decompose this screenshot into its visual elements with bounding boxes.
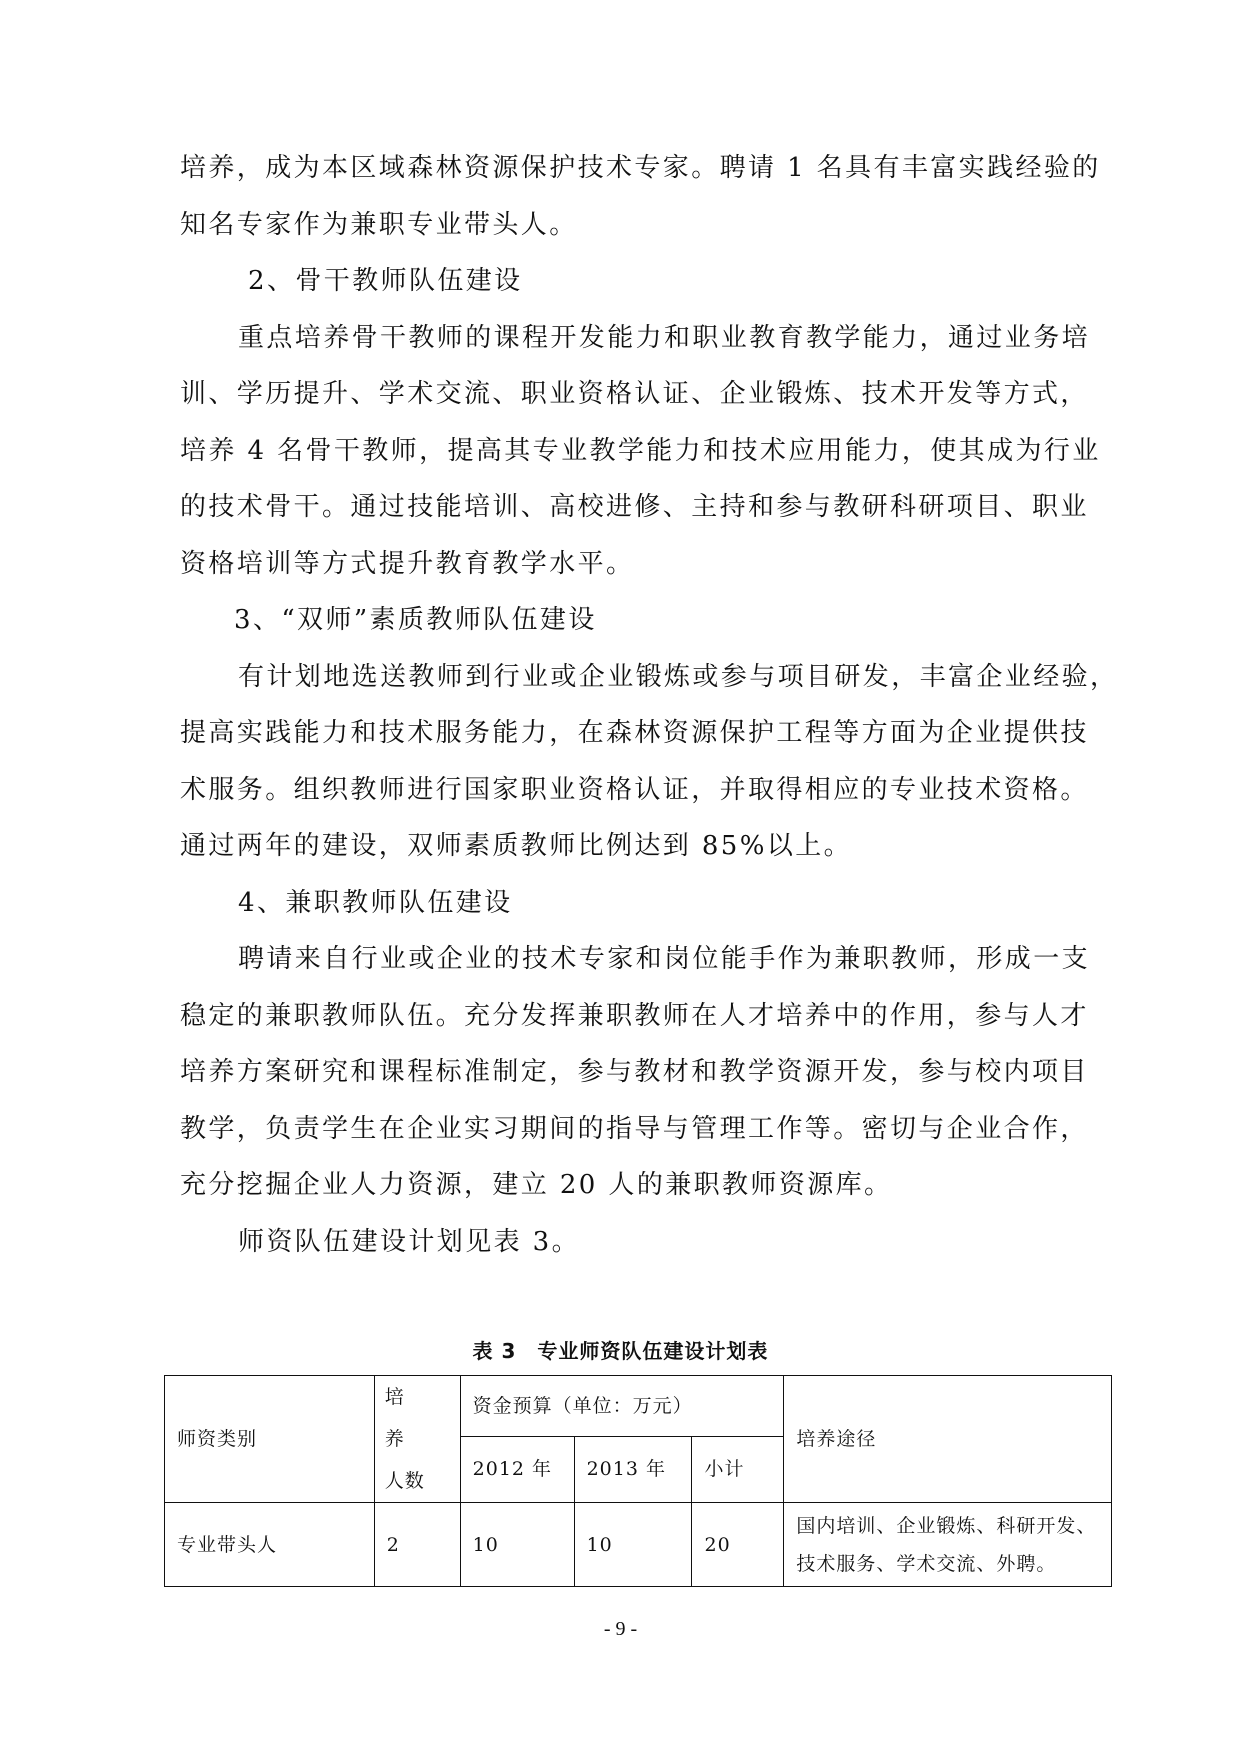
table-row xyxy=(165,1503,1112,1587)
paragraph-line: 术服务。组织教师进行国家职业资格认证，并取得相应的专业技术资格。 xyxy=(180,775,1089,805)
header-year-2012: 2012 年 xyxy=(460,1436,574,1502)
paragraph-line: 知名专家作为兼职专业带头人。 xyxy=(180,210,578,240)
cell-approach-line1: 国内培训、企业锻炼、科研开发、 xyxy=(796,1514,1097,1537)
cell-category: 专业带头人 xyxy=(165,1503,375,1587)
table-header-row xyxy=(165,1376,1112,1437)
paragraph-line: 训、学历提升、学术交流、职业资格认证、企业锻炼、技术开发等方式， xyxy=(180,379,1089,409)
paragraph-line: 培养方案研究和课程标准制定，参与教材和教学资源开发，参与校内项目 xyxy=(180,1057,1089,1087)
teacher-plan-table xyxy=(164,1375,1112,1587)
header-approach: 培养途径 xyxy=(784,1376,1112,1503)
cell-subtotal: 20 xyxy=(692,1503,784,1587)
page-number: - 9 - xyxy=(603,1618,638,1640)
section-heading: 3、“双师”素质教师队伍建设 xyxy=(234,605,597,635)
cell-year-2012: 10 xyxy=(460,1503,574,1587)
header-count-line1: 培 养 xyxy=(384,1386,418,1450)
header-subtotal: 小计 xyxy=(692,1436,784,1502)
paragraph-line: 资格培训等方式提升教育教学水平。 xyxy=(180,549,635,579)
paragraph-line: 充分挖掘企业人力资源，建立 20 人的兼职教师资源库。 xyxy=(180,1170,893,1200)
header-count xyxy=(374,1376,460,1503)
paragraph-line: 师资队伍建设计划见表 3。 xyxy=(238,1227,581,1257)
paragraph-line: 的技术骨干。通过技能培训、高校进修、主持和参与教研科研项目、职业 xyxy=(180,492,1089,522)
paragraph-line: 提高实践能力和技术服务能力，在森林资源保护工程等方面为企业提供技 xyxy=(180,718,1089,748)
section-heading: 4、兼职教师队伍建设 xyxy=(238,888,513,918)
paragraph-line: 培养，成为本区域森林资源保护技术专家。聘请 1 名具有丰富实践经验的 xyxy=(180,153,1101,183)
header-year-2013: 2013 年 xyxy=(574,1436,692,1502)
paragraph-line: 教学，负责学生在企业实习期间的指导与管理工作等。密切与企业合作， xyxy=(180,1114,1089,1144)
header-budget: 资金预算（单位：万元） xyxy=(460,1376,784,1437)
table-caption: 表 3 专业师资队伍建设计划表 xyxy=(472,1339,769,1363)
paragraph-line: 培养 4 名骨干教师，提高其专业教学能力和技术应用能力，使其成为行业 xyxy=(180,436,1101,466)
cell-count: 2 xyxy=(374,1503,460,1587)
paragraph-line: 聘请来自行业或企业的技术专家和岗位能手作为兼职教师，形成一支 xyxy=(238,944,1091,974)
cell-year-2013: 10 xyxy=(574,1503,692,1587)
paragraph-line: 重点培养骨干教师的课程开发能力和职业教育教学能力，通过业务培 xyxy=(238,323,1091,353)
cell-approach xyxy=(784,1503,1112,1587)
paragraph-line: 有计划地选送教师到行业或企业锻炼或参与项目研发，丰富企业经验， xyxy=(238,662,1119,692)
header-count-line2: 人数 xyxy=(384,1470,425,1492)
header-category: 师资类别 xyxy=(165,1376,375,1503)
cell-approach-line2: 技术服务、学术交流、外聘。 xyxy=(796,1552,1057,1575)
paragraph-line: 稳定的兼职教师队伍。充分发挥兼职教师在人才培养中的作用，参与人才 xyxy=(180,1001,1089,1031)
paragraph-line: 通过两年的建设，双师素质教师比例达到 85%以上。 xyxy=(180,831,853,861)
section-heading: 2、骨干教师队伍建设 xyxy=(248,266,523,296)
